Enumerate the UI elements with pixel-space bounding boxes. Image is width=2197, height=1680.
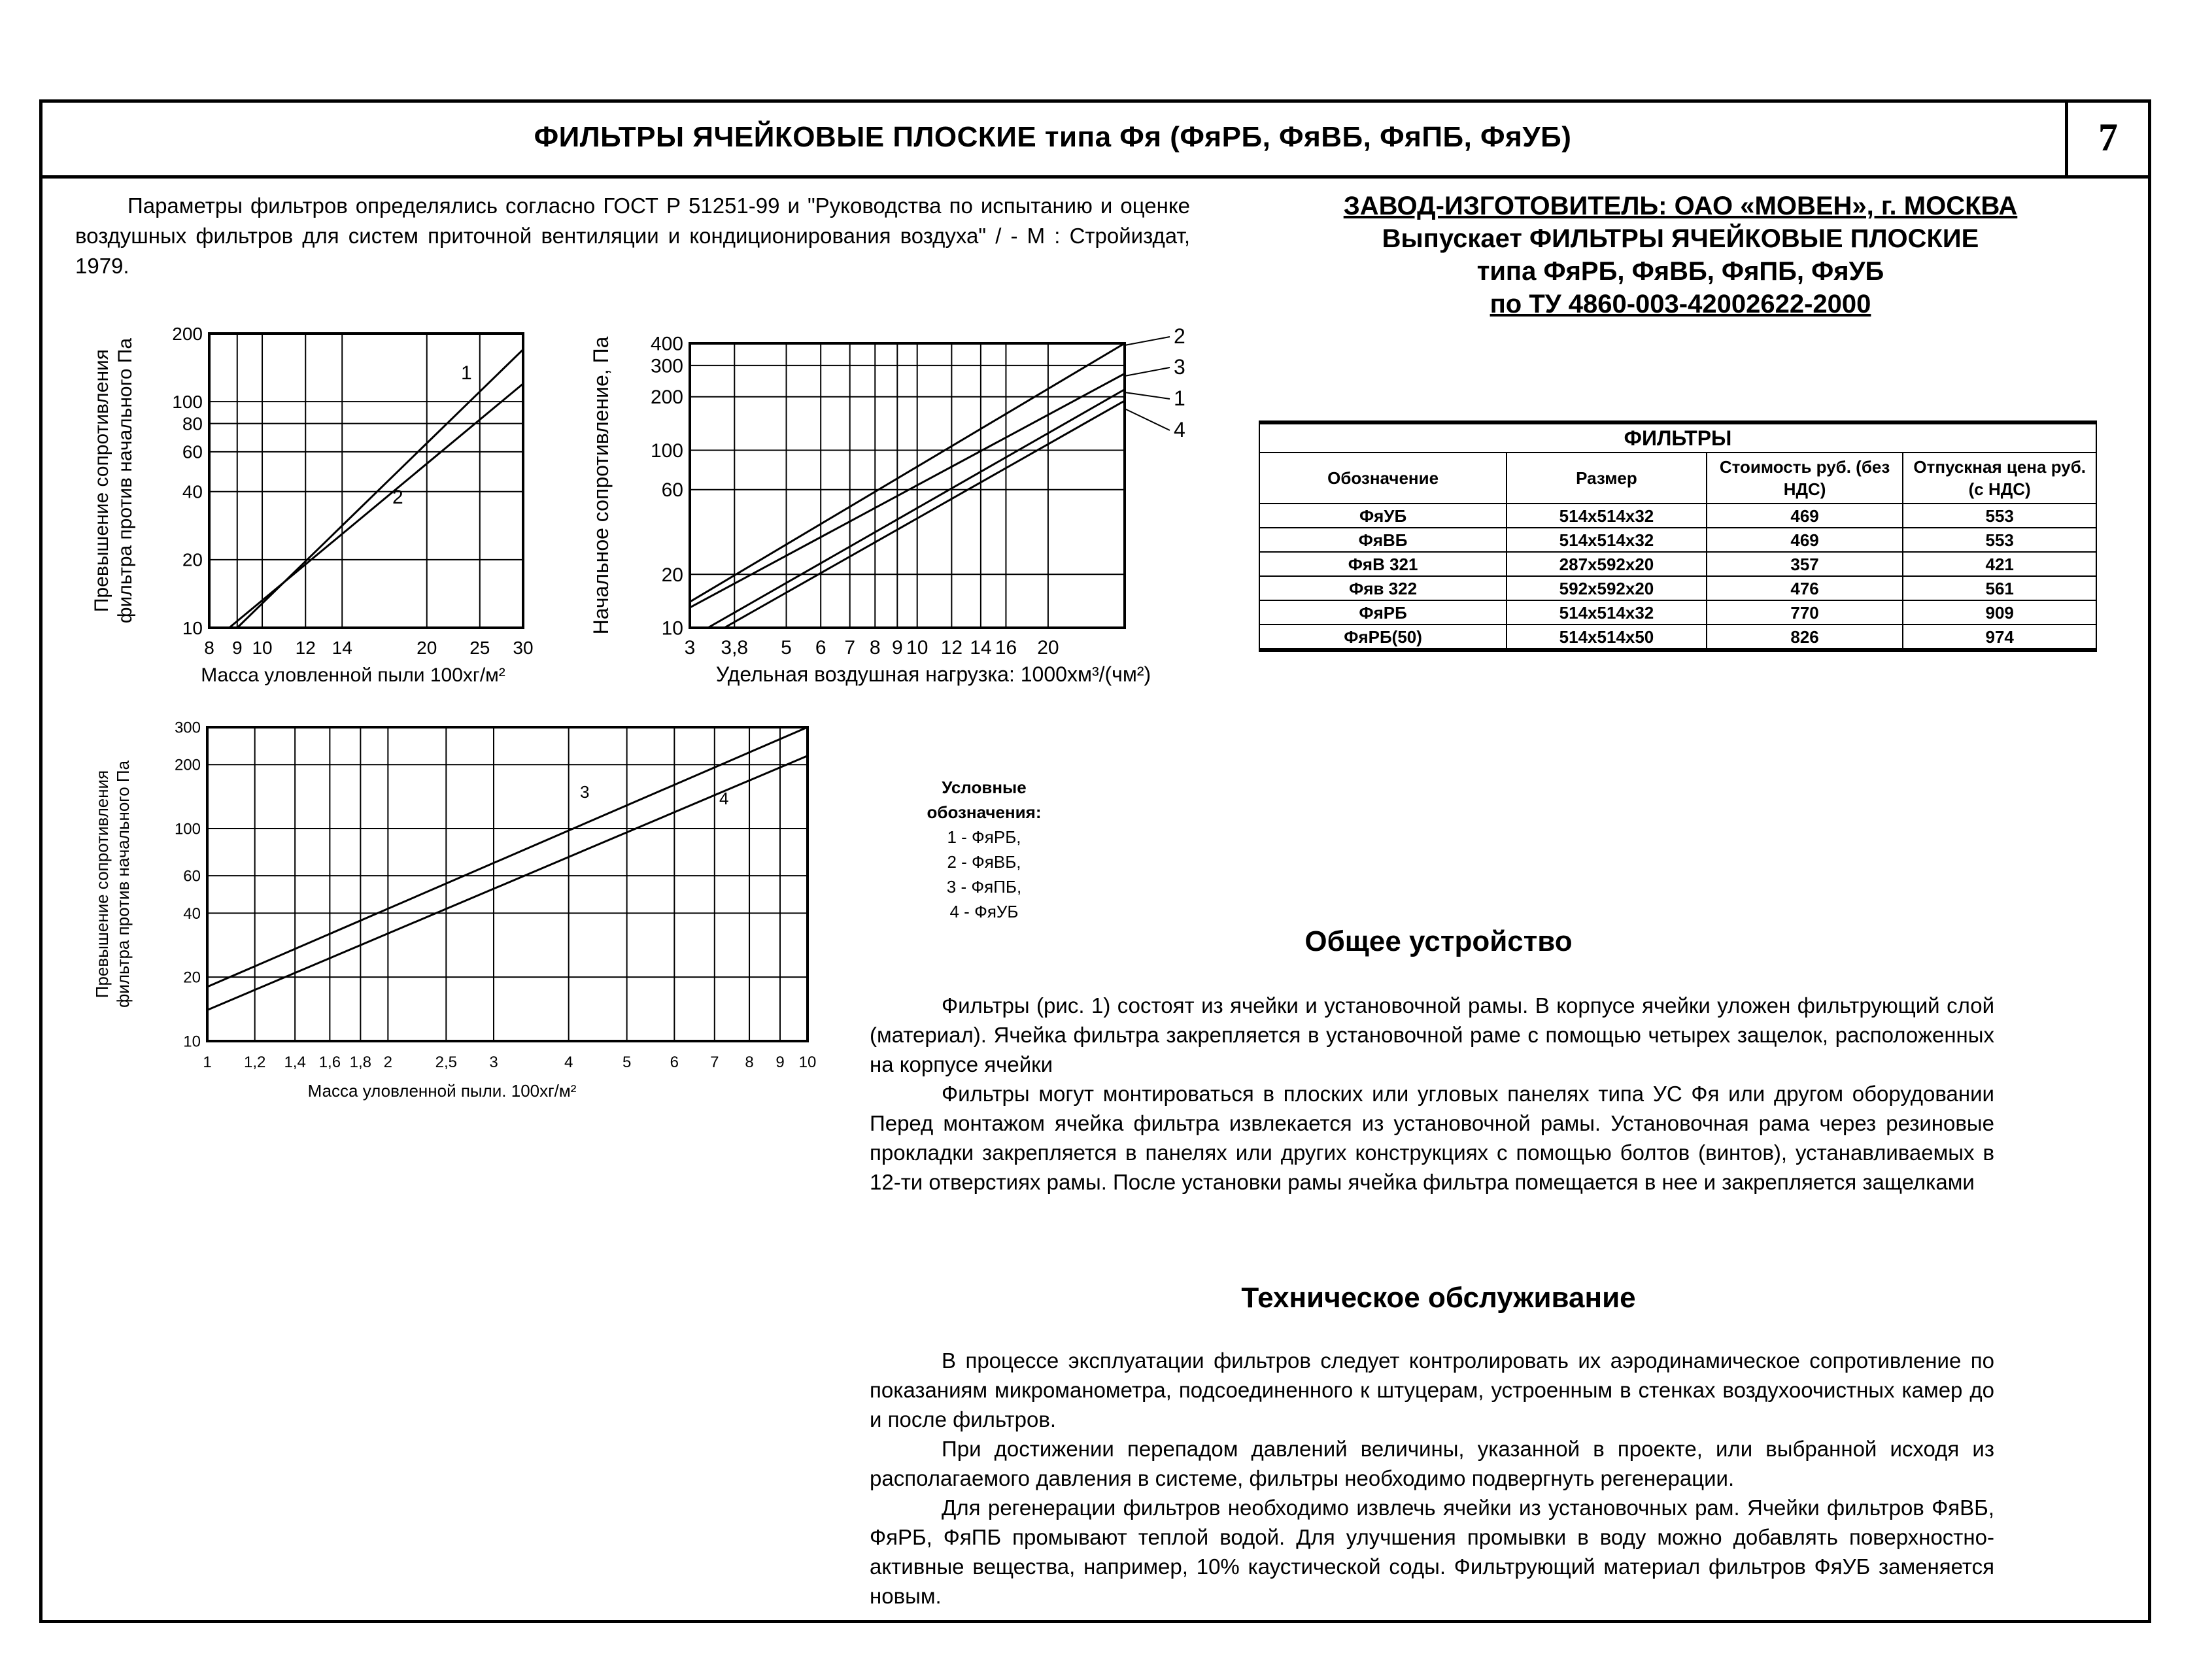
x-tick-label: 9 (891, 637, 903, 659)
series-line (229, 384, 523, 628)
x-tick-label: 1,6 (318, 1054, 341, 1071)
x-tick-label: 14 (970, 637, 992, 659)
table-cell: 553 (1903, 528, 2096, 552)
x-tick-label: 8 (745, 1054, 754, 1071)
table-cell: 974 (1903, 625, 2096, 650)
series-label: 3 (1174, 355, 1185, 379)
series-line (724, 401, 1125, 628)
page-number: 7 (2098, 115, 2118, 159)
table-header-designation: Обозначение (1259, 453, 1507, 504)
legend-item: 2 - ФяВБ, (947, 852, 1021, 872)
plot-area-frame (209, 334, 523, 628)
y-tick-label: 20 (183, 969, 201, 987)
x-tick-label: 7 (844, 637, 856, 659)
header-divider (39, 175, 2151, 179)
table-cell: ФяРБ(50) (1259, 625, 1507, 650)
legend-item: 1 - ФяРБ, (947, 827, 1021, 847)
series-line (690, 343, 1125, 602)
table-cell: 561 (1903, 576, 2096, 600)
table-cell: 826 (1707, 625, 1903, 650)
x-tick-label: 10 (252, 638, 273, 658)
intro-body: Параметры фильтров определялись согласно ГОСТ Р 51251-99 и "Руководства по испытанию и оценке воздушных фильтров для систем приточной вентиляции и кондиционирования воздуха" / - М : Стройиздат, 1979. (75, 194, 1190, 278)
paragraph: В процессе эксплуатации фильтров следует контролировать их аэродинамическое сопротивление по показаниям микроманометра, подсоединенного к штуцерам, устроенным в стенках воздухоочистных камер до и после фильтров. (870, 1348, 1994, 1431)
table-row (1259, 625, 2096, 650)
x-tick-label: 2,5 (435, 1054, 457, 1071)
paragraph: Фильтры (рис. 1) состоят из ячейки и установочной рамы. В корпусе ячейки уложен фильтрующий слой (материал). Ячейка фильтра закрепляется в установочной раме с помощью четырех защелок, расположенных на корпусе ячейки (870, 993, 1994, 1076)
x-tick-label: 1,4 (284, 1054, 306, 1071)
legend-title: Условные обозначения: (927, 778, 1042, 822)
series-line (207, 727, 808, 987)
chart-legend (912, 775, 1056, 924)
table-row (1259, 552, 2096, 576)
series-line (708, 389, 1125, 628)
table-cell: 514x514x32 (1507, 504, 1707, 528)
manufacturer-line: ЗАВОД-ИЗГОТОВИТЕЛЬ: ОАО «МОВЕН», г. МОСКВА (1343, 192, 2018, 220)
paragraph: Фильтры могут монтироваться в плоских или угловых панелях типа УС Фя или другом оборудовании Перед монтажом ячейка фильтра извлекается из установочной рамы. Установочная рама через резиновые прокладки закрепляется в панелях или других конструкциях с помощью болтов (винтов), устанавливаемых в 12-ти отверстиях рамы. После установки рамы ячейка фильтра помещается в нее и закрепляется защелками (870, 1082, 1994, 1194)
chart-dust-mass-large (82, 700, 853, 1101)
x-tick-label: 1 (203, 1054, 212, 1071)
x-tick-label: 16 (995, 637, 1017, 659)
y-tick-label: 60 (661, 479, 683, 502)
x-axis-label: Масса уловленной пыли 100хг/м² (201, 664, 505, 686)
plot-area-frame (207, 727, 808, 1041)
x-tick-label: 7 (710, 1054, 719, 1071)
y-tick-label: 60 (183, 867, 201, 885)
x-tick-label: 3 (489, 1054, 498, 1071)
y-tick-label: 20 (661, 564, 683, 586)
table-cell: 514x514x32 (1507, 528, 1707, 552)
x-tick-label: 12 (295, 638, 316, 658)
x-tick-label: 4 (564, 1054, 573, 1071)
table-cell: 287x592x20 (1507, 552, 1707, 576)
x-tick-label: 8 (204, 638, 214, 658)
series-line (207, 756, 808, 1010)
page-title: ФИЛЬТРЫ ЯЧЕЙКОВЫЕ ПЛОСКИЕ типа Фя (ФяРБ, ФяВБ, ФяПБ, ФяУБ) (534, 121, 1572, 153)
y-axis-label: фильтра против начального Па (113, 760, 133, 1008)
x-tick-label: 1,2 (244, 1054, 266, 1071)
y-tick-label: 100 (174, 820, 201, 838)
y-tick-label: 300 (174, 719, 201, 737)
price-table (1259, 420, 2097, 652)
manufacturer-product-line: Выпускает ФИЛЬТРЫ ЯЧЕЙКОВЫЕ ПЛОСКИЕ (1382, 224, 1979, 253)
table-cell: 770 (1707, 600, 1903, 625)
x-tick-label: 20 (417, 638, 437, 658)
series-label: 2 (392, 487, 403, 508)
paragraph: При достижении перепадом давлений величины, указанной в проекте, или выбранной исходя из располагаемого давления в системе, фильтры необходимо подвергнуть регенерации. (870, 1437, 1994, 1490)
y-tick-label: 100 (650, 439, 683, 462)
x-tick-label: 3,8 (721, 637, 749, 659)
y-tick-label: 200 (172, 323, 203, 344)
table-cell: 421 (1903, 552, 2096, 576)
table-cell: 553 (1903, 504, 2096, 528)
table-cell: ФяВБ (1259, 528, 1507, 552)
table-header-cost: Стоимость руб. (без НДС) (1707, 453, 1903, 504)
x-tick-label: 25 (469, 638, 490, 658)
x-tick-label: 1,8 (349, 1054, 372, 1071)
manufacturer-block (1246, 190, 2115, 320)
table-row (1259, 528, 2096, 552)
table-cell: 476 (1707, 576, 1903, 600)
x-tick-label: 12 (940, 637, 963, 659)
plot-area-frame (690, 343, 1125, 628)
y-tick-label: 80 (182, 413, 203, 434)
y-tick-label: 10 (182, 617, 203, 638)
x-tick-label: 9 (231, 638, 243, 658)
y-tick-label: 300 (650, 355, 683, 377)
table-cell: ФяВ 321 (1259, 552, 1507, 576)
x-tick-label: 9 (775, 1054, 785, 1071)
y-tick-label: 40 (183, 904, 201, 923)
x-tick-label: 10 (906, 637, 928, 659)
table-cell: 469 (1707, 504, 1903, 528)
section-maintenance-body (870, 1346, 1994, 1611)
section-title-general: Общее устройство (1304, 925, 1573, 957)
table-row (1259, 576, 2096, 600)
y-axis-label: Начальное сопротивление, Па (589, 336, 613, 635)
manufacturer-spec-line: по ТУ 4860-003-42002622-2000 (1490, 290, 1871, 318)
section-general-body (870, 991, 1994, 1197)
table-cell: Фяв 322 (1259, 576, 1507, 600)
series-label: 3 (580, 782, 590, 802)
series-label: 1 (1174, 386, 1185, 410)
y-axis-label: фильтра против начального Па (114, 337, 136, 624)
x-axis-label: Масса уловленной пыли. 100хг/м² (307, 1081, 577, 1101)
table-caption: ФИЛЬТРЫ (1259, 422, 2096, 453)
y-tick-label: 40 (182, 481, 203, 502)
y-tick-label: 10 (183, 1033, 201, 1051)
chart-air-load (575, 314, 1229, 687)
y-tick-label: 10 (661, 617, 683, 640)
x-tick-label: 14 (332, 638, 352, 658)
table-cell: ФяУБ (1259, 504, 1507, 528)
section-title-maintenance: Техническое обслуживание (1241, 1282, 1636, 1314)
x-tick-label: 10 (798, 1054, 817, 1071)
series-leader-line (1125, 368, 1170, 376)
x-tick-label: 30 (513, 638, 534, 658)
legend-item: 4 - ФяУБ (949, 902, 1019, 921)
x-tick-label: 5 (622, 1054, 632, 1071)
manufacturer-types-line: типа ФяРБ, ФяВБ, ФяПБ, ФяУБ (1476, 257, 1884, 286)
series-line (690, 373, 1125, 608)
series-leader-line (1125, 392, 1170, 399)
x-tick-label: 5 (781, 637, 792, 659)
y-tick-label: 200 (650, 386, 683, 409)
table-cell: 469 (1707, 528, 1903, 552)
table-row (1259, 504, 2096, 528)
y-tick-label: 60 (182, 441, 203, 462)
x-tick-label: 20 (1037, 637, 1059, 659)
y-axis-label: Превышение сопротивления (91, 349, 112, 613)
table-cell: 514x514x32 (1507, 600, 1707, 625)
x-tick-label: 6 (815, 637, 826, 659)
x-axis-label: Удельная воздушная нагрузка: 1000хм³/(чм²) (715, 662, 1151, 686)
table-cell: ФяРБ (1259, 600, 1507, 625)
series-leader-line (1125, 409, 1170, 430)
y-tick-label: 100 (172, 391, 203, 412)
table-header-price: Отпускная цена руб. (с НДС) (1903, 453, 2096, 504)
table-cell: 357 (1707, 552, 1903, 576)
paragraph: Для регенерации фильтров необходимо извлечь ячейки из установочных рам. Ячейки фильтров ФяВБ, ФяРБ, ФяПБ промывают теплой водой. Для улучшения промывки в воду можно добавлять поверхностно-активные вещества, например, 10% каустической соды. Фильтрующий материал фильтров ФяУБ заменяется новым. (870, 1496, 1994, 1608)
y-tick-label: 400 (650, 333, 683, 355)
y-tick-label: 200 (174, 756, 201, 774)
y-axis-label: Превышение сопротивления (92, 770, 112, 999)
chart-dust-mass-small (92, 314, 575, 687)
x-tick-label: 8 (869, 637, 881, 659)
x-tick-label: 6 (670, 1054, 679, 1071)
x-tick-label: 3 (684, 637, 696, 659)
series-label: 4 (719, 789, 729, 808)
table-cell: 592x592x20 (1507, 576, 1707, 600)
series-label: 1 (461, 362, 472, 384)
series-label: 2 (1174, 324, 1185, 348)
table-row (1259, 600, 2096, 625)
series-leader-line (1125, 337, 1170, 345)
intro-text (75, 191, 1190, 281)
series-label: 4 (1174, 418, 1185, 441)
y-tick-label: 20 (182, 549, 203, 570)
table-header-size: Размер (1507, 453, 1707, 504)
x-tick-label: 2 (383, 1054, 393, 1071)
table-cell: 909 (1903, 600, 2096, 625)
table-cell: 514x514x50 (1507, 625, 1707, 650)
legend-item: 3 - ФяПБ, (946, 877, 1022, 897)
